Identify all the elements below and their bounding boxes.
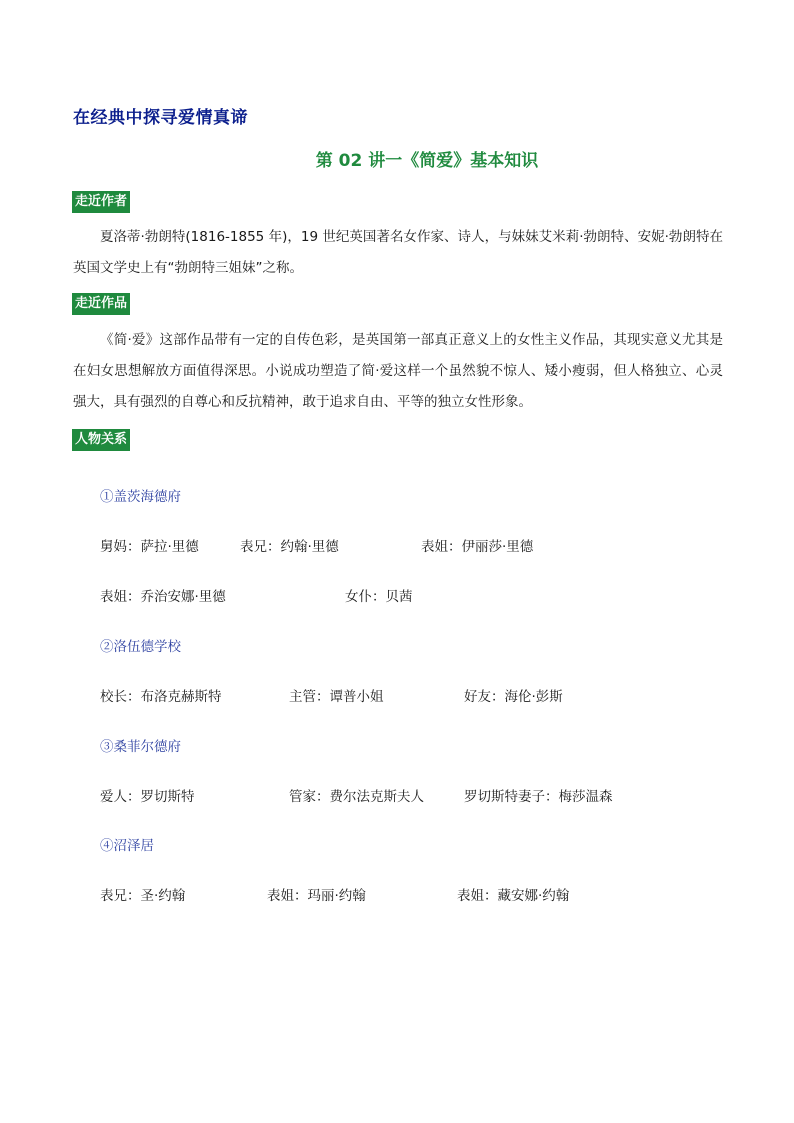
group-heading-gateshead: ①盖茨海德府 (100, 489, 181, 505)
relation-item: 好友：海伦·彭斯 (464, 689, 563, 705)
relation-item: 表姐：乔治安娜·里德 (100, 589, 226, 605)
relation-item: 主管：谭普小姐 (289, 689, 384, 705)
relation-item: 表姐：玛丽·约翰 (267, 888, 366, 904)
relation-item: 表兄：约翰·里德 (240, 539, 339, 555)
relation-item: 女仆：贝茜 (345, 589, 413, 605)
relation-item: 表姐：藏安娜·约翰 (457, 888, 570, 904)
group-heading-moor-house: ④沼泽居 (100, 838, 154, 854)
relation-item: 表姐：伊丽莎·里德 (421, 539, 534, 555)
section-label-work: 走近作品 (72, 293, 130, 315)
relation-item: 表兄：圣·约翰 (100, 888, 186, 904)
relation-item: 罗切斯特妻子：梅莎温森 (464, 789, 613, 805)
relation-item: 舅妈：萨拉·里德 (100, 539, 199, 555)
author-paragraph: 夏洛蒂·勃朗特(1816-1855 年)，19 世纪英国著名女作家、诗人，与妹妹艾米莉·勃朗特、安妮·勃朗特在英国文学史上有“勃朗特三姐妹”之称。 (73, 229, 723, 276)
group-heading-thornfield: ③桑菲尔德府 (100, 739, 181, 755)
section-label-author: 走近作者 (72, 191, 130, 213)
group-heading-lowood: ②洛伍德学校 (100, 639, 181, 655)
relation-item: 爱人：罗切斯特 (100, 789, 195, 805)
section-label-characters: 人物关系 (72, 429, 130, 451)
relation-item: 校长：布洛克赫斯特 (100, 689, 222, 705)
work-paragraph: 《简·爱》这部作品带有一定的自传色彩，是英国第一部真正意义上的女性主义作品，其现实意义尤其是在妇女思想解放方面值得深思。小说成功塑造了简·爱这样一个虽然貌不惊人、矮小瘦弱，但人格独立、心灵强大，具有强烈的自尊心和反抗精神，敢于追求自由、平等的独立女性形象。 (73, 332, 723, 410)
relation-item: 管家：费尔法克斯夫人 (289, 789, 424, 805)
series-title: 在经典中探寻爱情真谛 (73, 108, 248, 128)
lesson-title: 第 02 讲一《简爱》基本知识 (315, 151, 539, 171)
